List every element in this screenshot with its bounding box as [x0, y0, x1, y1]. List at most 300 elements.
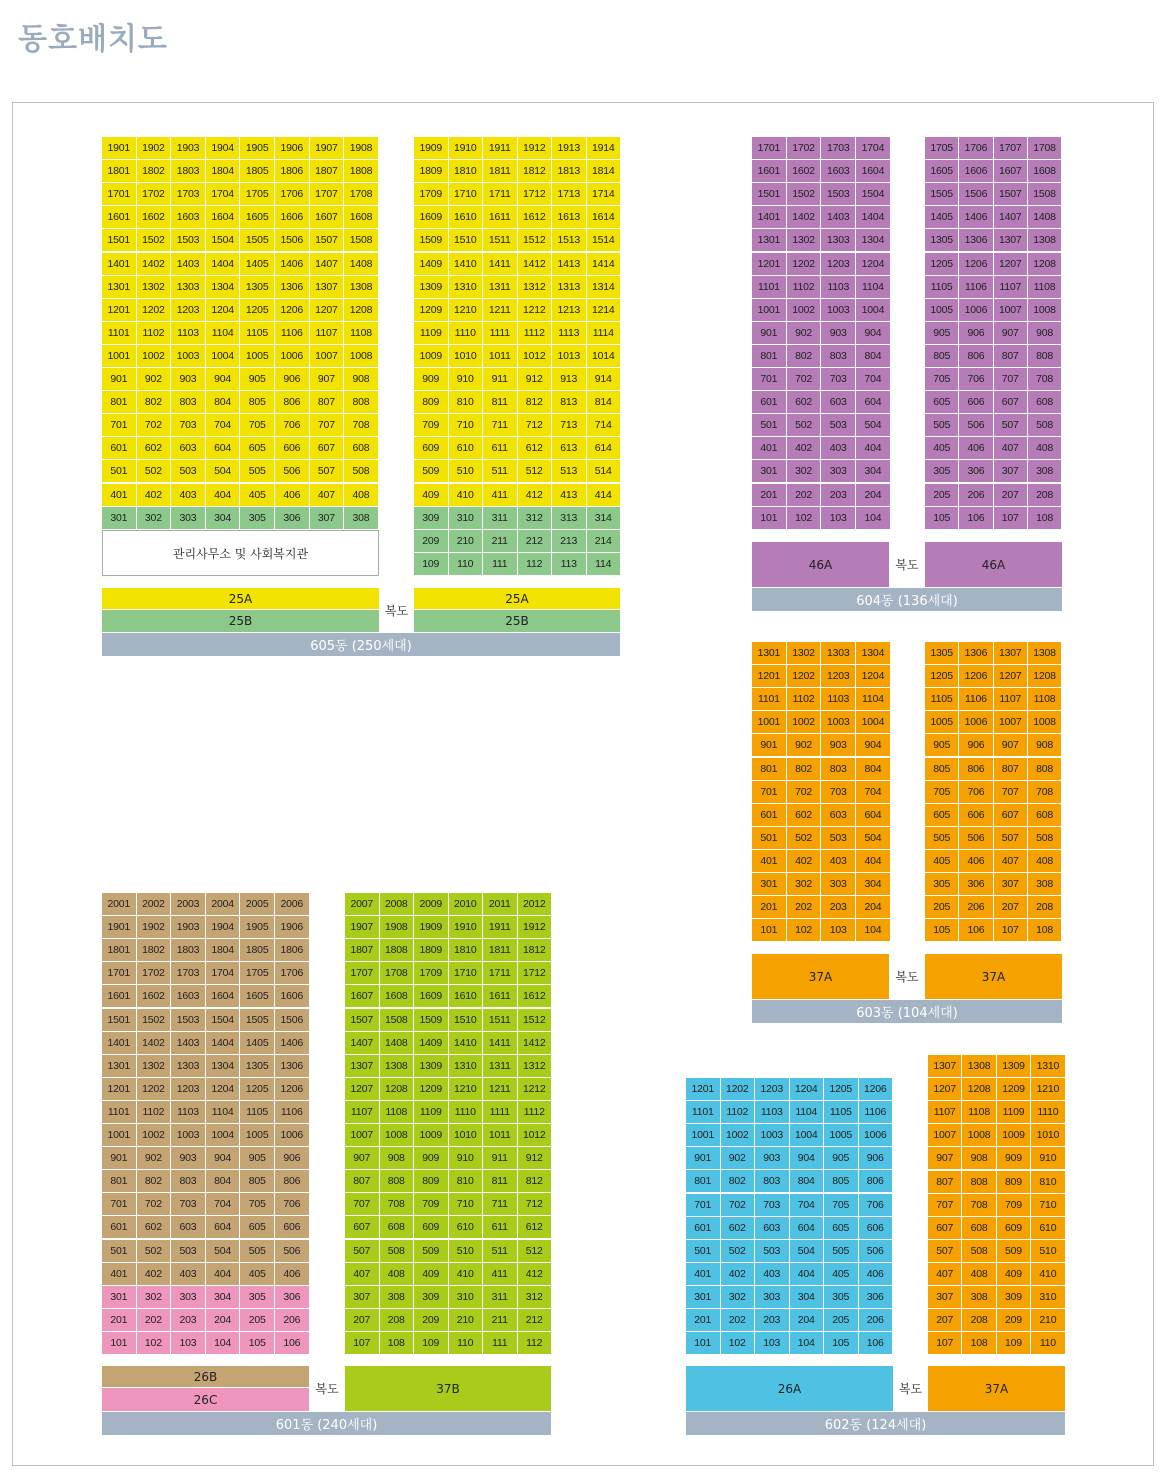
unit-cell: 509 [414, 1240, 449, 1263]
unit-cell: 908 [962, 1147, 996, 1170]
unit-cell: 301 [752, 460, 787, 483]
unit-cell: 505 [240, 1240, 275, 1263]
unit-cell: 101 [752, 919, 787, 942]
unit-cell: 1706 [959, 137, 993, 160]
unit-cell: 1107 [310, 322, 345, 345]
unit-cell: 1901 [102, 916, 137, 939]
unit-cell: 1704 [206, 962, 241, 985]
unit-cell: 607 [345, 1216, 380, 1239]
unit-cell: 1502 [787, 183, 822, 206]
unit-cell: 901 [752, 322, 787, 345]
unit-cell: 510 [1031, 1240, 1065, 1263]
unit-cell: 1211 [483, 1078, 518, 1101]
unit-cell: 706 [859, 1194, 894, 1217]
unit-cell: 505 [824, 1240, 859, 1263]
unit-cell: 1105 [240, 322, 275, 345]
unit-cell: 1709 [414, 962, 449, 985]
unit-cell: 403 [171, 1263, 206, 1286]
unit-cell: 104 [856, 919, 891, 942]
unit-cell: 503 [821, 414, 856, 437]
unit-cell: 1005 [240, 345, 275, 368]
unit-cell: 1010 [1031, 1124, 1065, 1147]
unit-type-605-right-bottom: 25B [414, 610, 620, 632]
unit-cell: 508 [344, 460, 379, 483]
unit-cell: 908 [380, 1147, 415, 1170]
unit-cell: 912 [518, 1147, 553, 1170]
unit-cell: 302 [787, 460, 822, 483]
unit-cell: 309 [414, 507, 449, 530]
unit-cell: 1606 [959, 160, 993, 183]
unit-cell: 1301 [752, 229, 787, 252]
unit-cell: 804 [206, 391, 241, 414]
unit-cell: 603 [821, 391, 856, 414]
unit-cell: 1003 [171, 345, 206, 368]
unit-cell: 705 [824, 1194, 859, 1217]
unit-cell: 1004 [856, 299, 891, 322]
unit-cell: 1609 [414, 985, 449, 1008]
unit-cell: 1313 [552, 276, 587, 299]
unit-cell: 1205 [925, 253, 959, 276]
unit-cell: 1014 [587, 345, 622, 368]
unit-cell: 1414 [587, 253, 622, 276]
unit-cell: 202 [787, 484, 822, 507]
unit-cell: 1610 [449, 985, 484, 1008]
unit-cell: 1609 [414, 206, 449, 229]
unit-cell: 1602 [787, 160, 822, 183]
unit-cell: 504 [790, 1240, 825, 1263]
unit-cell: 1308 [962, 1055, 996, 1078]
unit-cell: 301 [102, 507, 137, 530]
unit-cell: 2004 [206, 893, 241, 916]
unit-cell: 1201 [102, 299, 137, 322]
unit-cell: 1301 [752, 642, 787, 665]
unit-cell: 902 [787, 322, 822, 345]
unit-cell: 1406 [959, 206, 993, 229]
unit-cell: 1210 [449, 1078, 484, 1101]
unit-cell: 607 [994, 804, 1028, 827]
unit-cell: 1206 [959, 665, 993, 688]
unit-cell: 906 [959, 322, 993, 345]
unit-cell: 1306 [959, 229, 993, 252]
unit-cell: 809 [414, 391, 449, 414]
unit-cell: 1905 [240, 137, 275, 160]
unit-cell: 1010 [449, 1124, 484, 1147]
unit-cell: 1401 [752, 206, 787, 229]
unit-cell: 1711 [483, 183, 518, 206]
unit-cell: 706 [275, 414, 310, 437]
unit-cell: 1004 [206, 1124, 241, 1147]
unit-cell: 1203 [821, 665, 856, 688]
unit-cell: 707 [310, 414, 345, 437]
unit-cell: 310 [449, 507, 484, 530]
unit-cell: 612 [518, 437, 553, 460]
unit-cell: 1007 [994, 299, 1028, 322]
unit-cell: 806 [959, 345, 993, 368]
unit-type-604-left: 46A [752, 542, 889, 587]
unit-cell: 614 [587, 437, 622, 460]
unit-cell: 1001 [102, 1124, 137, 1147]
unit-cell: 301 [686, 1286, 721, 1309]
unit-cell: 1402 [137, 253, 172, 276]
unit-cell: 1802 [137, 939, 172, 962]
unit-cell: 208 [380, 1309, 415, 1332]
unit-cell: 1114 [587, 322, 622, 345]
unit-cell: 1807 [345, 939, 380, 962]
unit-cell: 201 [752, 484, 787, 507]
unit-cell: 604 [856, 804, 891, 827]
unit-cell: 1814 [587, 160, 622, 183]
unit-cell: 1703 [171, 183, 206, 206]
unit-cell: 1909 [414, 916, 449, 939]
unit-cell: 104 [790, 1332, 825, 1355]
unit-cell: 1505 [925, 183, 959, 206]
unit-cell: 1111 [483, 1101, 518, 1124]
unit-cell: 902 [787, 734, 822, 757]
unit-cell: 1803 [171, 160, 206, 183]
unit-cell: 904 [856, 322, 891, 345]
unit-cell: 110 [1031, 1332, 1065, 1355]
unit-cell: 1107 [994, 276, 1028, 299]
unit-cell: 805 [824, 1170, 859, 1193]
unit-cell: 606 [859, 1217, 894, 1240]
unit-cell: 505 [240, 460, 275, 483]
unit-cell: 401 [752, 437, 787, 460]
unit-cell: 1006 [275, 345, 310, 368]
unit-cell: 1701 [102, 962, 137, 985]
unit-cell: 106 [275, 1332, 310, 1355]
unit-cell: 1204 [206, 299, 241, 322]
unit-cell: 2007 [345, 893, 380, 916]
unit-cell: 507 [994, 827, 1028, 850]
unit-cell: 606 [275, 1216, 310, 1239]
unit-cell: 901 [752, 734, 787, 757]
unit-cell: 612 [518, 1216, 553, 1239]
unit-cell: 207 [345, 1309, 380, 1332]
unit-cell: 802 [137, 391, 172, 414]
unit-cell: 409 [414, 1263, 449, 1286]
building-label-603: 603동 (104세대) [752, 1000, 1062, 1023]
unit-cell: 1802 [137, 160, 172, 183]
unit-cell: 1101 [752, 688, 787, 711]
unit-cell: 713 [552, 414, 587, 437]
unit-cell: 1305 [240, 276, 275, 299]
unit-cell: 903 [171, 368, 206, 391]
unit-type-605-left-bottom: 25B [102, 610, 379, 632]
unit-cell: 1509 [414, 1009, 449, 1032]
unit-cell: 1502 [137, 229, 172, 252]
unit-cell: 203 [821, 484, 856, 507]
unit-cell: 1906 [275, 916, 310, 939]
hallway-603: 복도 [895, 970, 919, 984]
unit-cell: 610 [449, 437, 484, 460]
unit-cell: 1109 [414, 1101, 449, 1124]
unit-cell: 901 [102, 368, 137, 391]
unit-cell: 2002 [137, 893, 172, 916]
unit-cell: 1904 [206, 137, 241, 160]
unit-cell: 1108 [962, 1101, 996, 1124]
unit-cell: 1310 [449, 1055, 484, 1078]
unit-cell: 1707 [345, 962, 380, 985]
unit-cell: 705 [240, 414, 275, 437]
unit-cell: 1201 [686, 1078, 721, 1101]
unit-cell: 1009 [997, 1124, 1031, 1147]
unit-cell: 1412 [518, 253, 553, 276]
unit-cell: 1103 [821, 276, 856, 299]
unit-cell: 905 [824, 1147, 859, 1170]
unit-cell: 1008 [1028, 299, 1062, 322]
unit-cell: 1202 [721, 1078, 756, 1101]
unit-cell: 1806 [275, 160, 310, 183]
unit-cell: 1914 [587, 137, 622, 160]
unit-cell: 910 [1031, 1147, 1065, 1170]
unit-cell: 801 [102, 1170, 137, 1193]
unit-cell: 103 [821, 507, 856, 530]
unit-cell: 904 [790, 1147, 825, 1170]
unit-cell: 907 [928, 1147, 962, 1170]
unit-cell: 303 [755, 1286, 790, 1309]
unit-cell: 414 [587, 484, 622, 507]
unit-cell: 909 [414, 1147, 449, 1170]
unit-cell: 602 [721, 1217, 756, 1240]
unit-cell: 103 [755, 1332, 790, 1355]
unit-cell: 1607 [994, 160, 1028, 183]
unit-cell: 1507 [345, 1009, 380, 1032]
unit-cell: 106 [859, 1332, 894, 1355]
unit-type-605-right-top: 25A [414, 588, 620, 610]
unit-cell: 110 [449, 1332, 484, 1355]
unit-cell: 1210 [449, 299, 484, 322]
unit-cell: 1912 [518, 137, 553, 160]
unit-cell: 305 [925, 873, 959, 896]
unit-cell: 406 [959, 850, 993, 873]
unit-cell: 1207 [994, 665, 1028, 688]
unit-cell: 913 [552, 368, 587, 391]
unit-cell: 1009 [414, 1124, 449, 1147]
unit-cell: 609 [414, 1216, 449, 1239]
unit-cell: 1208 [962, 1078, 996, 1101]
unit-cell: 1207 [928, 1078, 962, 1101]
unit-cell: 903 [755, 1147, 790, 1170]
unit-cell: 311 [483, 1286, 518, 1309]
unit-cell: 401 [102, 1263, 137, 1286]
unit-cell: 205 [240, 1309, 275, 1332]
unit-cell: 607 [994, 391, 1028, 414]
unit-cell: 912 [518, 368, 553, 391]
unit-cell: 1311 [483, 276, 518, 299]
unit-cell: 102 [787, 919, 822, 942]
unit-cell: 1305 [925, 229, 959, 252]
unit-cell: 604 [206, 1216, 241, 1239]
unit-cell: 906 [959, 734, 993, 757]
unit-cell: 1809 [414, 160, 449, 183]
unit-cell: 108 [962, 1332, 996, 1355]
unit-cell: 703 [755, 1194, 790, 1217]
unit-cell: 709 [997, 1194, 1031, 1217]
unit-cell: 1307 [994, 642, 1028, 665]
unit-cell: 1101 [686, 1101, 721, 1124]
unit-cell: 1608 [1028, 160, 1062, 183]
unit-cell: 902 [721, 1147, 756, 1170]
unit-cell: 1712 [518, 962, 553, 985]
unit-cell: 304 [856, 460, 891, 483]
unit-cell: 1307 [310, 276, 345, 299]
unit-cell: 1006 [859, 1124, 894, 1147]
unit-cell: 1604 [856, 160, 891, 183]
unit-cell: 408 [380, 1263, 415, 1286]
unit-cell: 1011 [483, 345, 518, 368]
unit-cell: 1703 [821, 137, 856, 160]
unit-cell: 410 [1031, 1263, 1065, 1286]
unit-cell: 502 [137, 460, 172, 483]
unit-cell: 1112 [518, 322, 553, 345]
unit-cell: 311 [483, 507, 518, 530]
unit-cell: 907 [345, 1147, 380, 1170]
unit-cell: 603 [171, 437, 206, 460]
unit-cell: 1608 [344, 206, 379, 229]
unit-cell: 107 [994, 919, 1028, 942]
unit-cell: 506 [959, 827, 993, 850]
unit-cell: 1707 [310, 183, 345, 206]
unit-cell: 114 [587, 553, 622, 576]
unit-cell: 112 [518, 553, 553, 576]
unit-cell: 411 [483, 1263, 518, 1286]
unit-cell: 807 [345, 1170, 380, 1193]
unit-cell: 1614 [587, 206, 622, 229]
unit-cell: 103 [821, 919, 856, 942]
unit-cell: 711 [483, 1193, 518, 1216]
unit-cell: 1204 [856, 665, 891, 688]
unit-cell: 1209 [414, 299, 449, 322]
unit-cell: 403 [821, 850, 856, 873]
unit-cell: 208 [1028, 896, 1062, 919]
unit-cell: 202 [721, 1309, 756, 1332]
unit-cell: 303 [821, 873, 856, 896]
unit-cell: 514 [587, 460, 622, 483]
unit-cell: 702 [721, 1194, 756, 1217]
page-title: 동호배치도 [18, 22, 168, 57]
unit-cell: 1208 [1028, 253, 1062, 276]
unit-cell: 1606 [275, 985, 310, 1008]
unit-cell: 607 [928, 1217, 962, 1240]
unit-cell: 608 [344, 437, 379, 460]
unit-cell: 1808 [380, 939, 415, 962]
unit-cell: 502 [787, 827, 822, 850]
unit-cell: 509 [414, 460, 449, 483]
unit-cell: 402 [721, 1263, 756, 1286]
unit-cell: 608 [1028, 804, 1062, 827]
unit-cell: 204 [790, 1309, 825, 1332]
unit-cell: 1807 [310, 160, 345, 183]
unit-cell: 1712 [518, 183, 553, 206]
unit-cell: 1706 [275, 962, 310, 985]
unit-cell: 1004 [206, 345, 241, 368]
unit-cell: 1007 [994, 711, 1028, 734]
unit-cell: 113 [552, 553, 587, 576]
unit-cell: 1508 [1028, 183, 1062, 206]
unit-cell: 911 [483, 1147, 518, 1170]
unit-cell: 303 [821, 460, 856, 483]
unit-cell: 404 [790, 1263, 825, 1286]
unit-cell: 1012 [518, 345, 553, 368]
unit-cell: 1410 [449, 1032, 484, 1055]
unit-cell: 1312 [518, 276, 553, 299]
unit-cell: 905 [240, 1147, 275, 1170]
unit-cell: 605 [925, 391, 959, 414]
unit-cell: 1210 [1031, 1078, 1065, 1101]
unit-cell: 1011 [483, 1124, 518, 1147]
unit-cell: 1702 [787, 137, 822, 160]
unit-cell: 504 [206, 460, 241, 483]
unit-cell: 1202 [137, 299, 172, 322]
unit-cell: 606 [959, 804, 993, 827]
unit-cell: 1907 [310, 137, 345, 160]
unit-cell: 1501 [102, 229, 137, 252]
unit-cell: 1110 [449, 1101, 484, 1124]
unit-cell: 406 [859, 1263, 894, 1286]
unit-cell: 1804 [206, 939, 241, 962]
unit-cell: 708 [380, 1193, 415, 1216]
unit-cell: 307 [310, 507, 345, 530]
unit-cell: 1610 [449, 206, 484, 229]
unit-cell: 706 [959, 368, 993, 391]
unit-cell: 706 [959, 781, 993, 804]
unit-cell: 602 [787, 391, 822, 414]
building-label-602: 602동 (124세대) [686, 1412, 1065, 1435]
unit-cell: 1204 [790, 1078, 825, 1101]
unit-cell: 1507 [994, 183, 1028, 206]
unit-cell: 1209 [414, 1078, 449, 1101]
unit-cell: 210 [449, 1309, 484, 1332]
unit-cell: 901 [102, 1147, 137, 1170]
unit-cell: 308 [380, 1286, 415, 1309]
unit-cell: 203 [171, 1309, 206, 1332]
unit-cell: 907 [994, 734, 1028, 757]
unit-cell: 902 [137, 1147, 172, 1170]
unit-cell: 1705 [925, 137, 959, 160]
unit-cell: 1812 [518, 939, 553, 962]
unit-cell: 507 [345, 1240, 380, 1263]
unit-cell: 1102 [137, 1101, 172, 1124]
unit-cell: 111 [483, 1332, 518, 1355]
unit-cell: 605 [240, 437, 275, 460]
unit-cell: 601 [102, 437, 137, 460]
unit-cell: 402 [137, 484, 172, 507]
unit-cell: 1003 [755, 1124, 790, 1147]
unit-cell: 1607 [310, 206, 345, 229]
unit-cell: 708 [1028, 368, 1062, 391]
unit-cell: 510 [449, 1240, 484, 1263]
unit-cell: 1508 [344, 229, 379, 252]
unit-cell: 805 [925, 345, 959, 368]
unit-cell: 405 [240, 484, 275, 507]
unit-cell: 1713 [552, 183, 587, 206]
unit-cell: 606 [959, 391, 993, 414]
unit-cell: 1503 [821, 183, 856, 206]
unit-cell: 103 [171, 1332, 206, 1355]
unit-cell: 101 [686, 1332, 721, 1355]
unit-cell: 406 [275, 484, 310, 507]
unit-cell: 1001 [752, 299, 787, 322]
unit-cell: 602 [137, 437, 172, 460]
unit-cell: 1213 [552, 299, 587, 322]
unit-cell: 1001 [752, 711, 787, 734]
unit-cell: 1912 [518, 916, 553, 939]
unit-type-604-right: 46A [925, 542, 1062, 587]
unit-cell: 811 [483, 1170, 518, 1193]
unit-cell: 1704 [856, 137, 891, 160]
unit-cell: 1104 [790, 1101, 825, 1124]
unit-cell: 1308 [1028, 642, 1062, 665]
